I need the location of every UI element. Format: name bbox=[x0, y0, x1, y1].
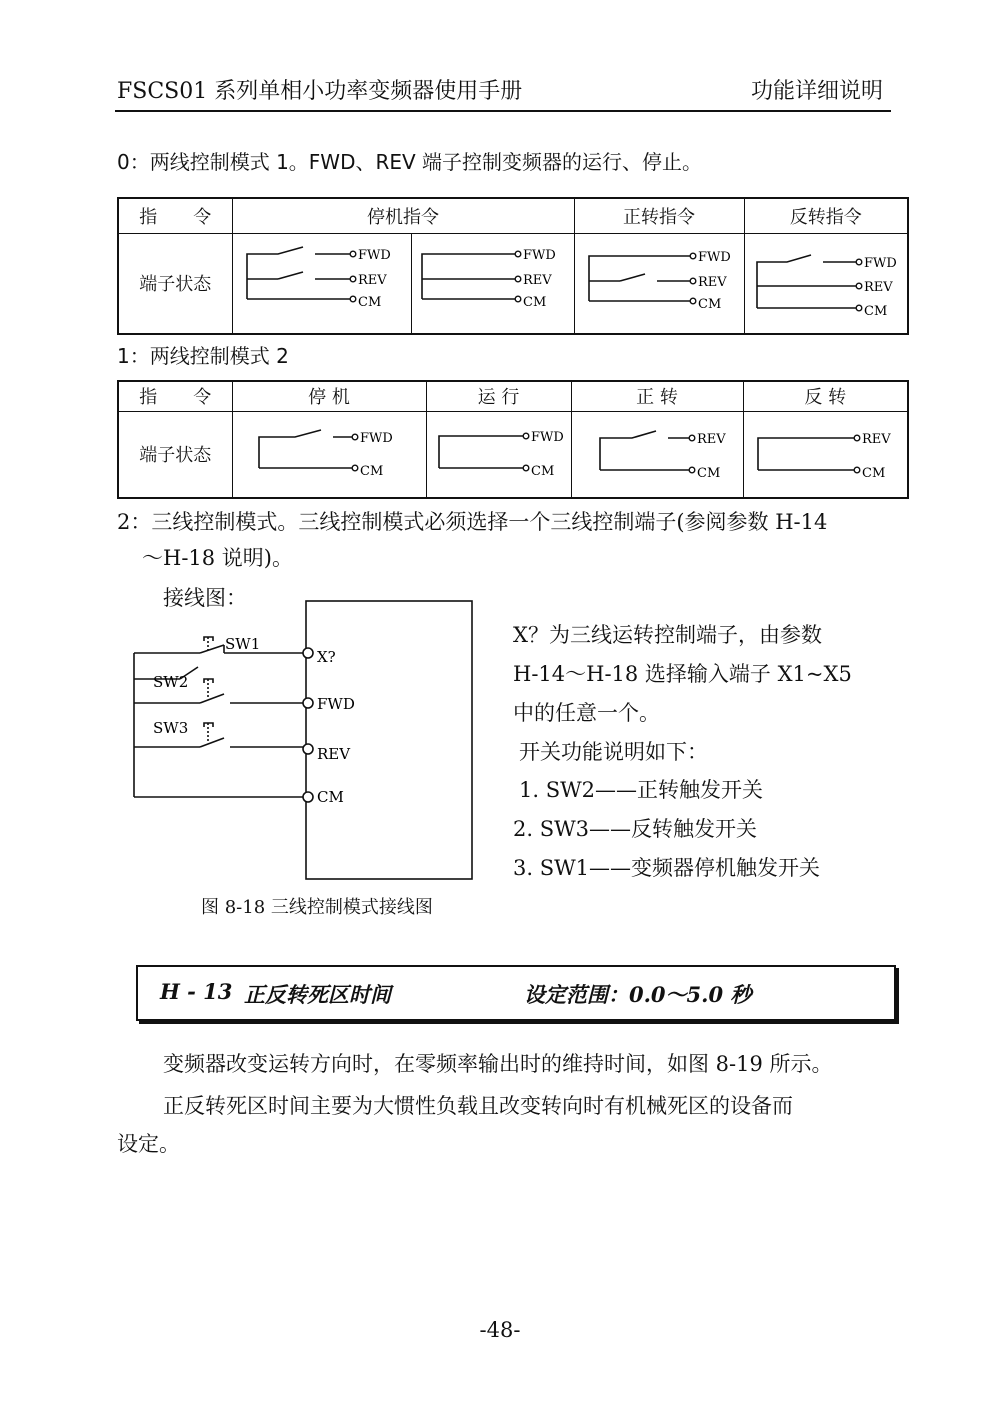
mode1-col-stop: 停 机 bbox=[232, 381, 426, 411]
header-rule bbox=[115, 110, 891, 112]
mode1-fwd-diagram bbox=[571, 411, 743, 498]
term-fwd: FWD bbox=[357, 247, 391, 263]
switch-item: 3. SW1——变频器停机触发开关 bbox=[513, 856, 821, 880]
svg-text:FWD: FWD bbox=[530, 429, 564, 445]
term-cm-3w: CM bbox=[317, 788, 344, 806]
switch-item: 1. SW2——正转触发开关 bbox=[519, 778, 764, 802]
term-fwd-3w: FWD bbox=[317, 695, 355, 713]
term-rev-3w: REV bbox=[317, 745, 351, 763]
mode1-col-run: 运 行 bbox=[426, 381, 571, 411]
mode0-stop-a-diagram bbox=[232, 233, 411, 334]
svg-text:FWD: FWD bbox=[863, 255, 897, 271]
svg-text:REV: REV bbox=[697, 274, 727, 290]
header-title: FSCS01 系列单相小功率变频器使用手册 bbox=[117, 79, 523, 104]
header-section: 功能详细说明 bbox=[750, 79, 883, 104]
three-wire-diagram bbox=[120, 595, 490, 885]
switch-item: 2. SW3——反转触发开关 bbox=[513, 817, 758, 841]
sw3-label: SW3 bbox=[153, 719, 189, 737]
mode0-row-label: 端子状态 bbox=[118, 233, 232, 334]
mode1-row-label: 端子状态 bbox=[118, 411, 232, 498]
mode0-col-instruction: 指 令 bbox=[118, 198, 232, 233]
param-range: 设定范围：0.0～5.0 秒 bbox=[524, 982, 752, 1007]
mode0-col-rev: 反转指令 bbox=[744, 198, 908, 233]
body-para1: 变频器改变运转方向时，在零频率输出时的维持时间，如图 8-19 所示。 bbox=[163, 1052, 833, 1076]
mode0-col-fwd: 正转指令 bbox=[574, 198, 744, 233]
mode0-rev-diagram bbox=[744, 233, 908, 334]
svg-text:REV: REV bbox=[522, 272, 552, 288]
term-cm: CM bbox=[357, 294, 381, 310]
desc-line2: H-14～H-18 选择输入端子 X1~X5 bbox=[513, 662, 852, 686]
svg-text:FWD: FWD bbox=[522, 247, 556, 263]
wiring-label: 接线图： bbox=[163, 586, 247, 610]
svg-text:CM: CM bbox=[359, 463, 383, 479]
svg-text:CM: CM bbox=[696, 465, 720, 481]
mode0-stop-b-diagram bbox=[411, 233, 574, 334]
svg-text:CM: CM bbox=[697, 296, 721, 312]
desc-line1: X？为三线运转控制端子，由参数 bbox=[513, 623, 822, 647]
term-x: X? bbox=[317, 648, 336, 666]
svg-text:CM: CM bbox=[522, 294, 546, 310]
figure-caption: 图 8-18 三线控制模式接线图 bbox=[201, 897, 433, 918]
svg-text:FWD: FWD bbox=[697, 249, 731, 265]
param-code: H - 13 bbox=[160, 979, 233, 1004]
sw1-label: SW1 bbox=[225, 635, 261, 653]
mode1-heading: 1：两线控制模式 2 bbox=[117, 344, 289, 368]
svg-text:FWD: FWD bbox=[359, 430, 393, 446]
mode1-col-rev: 反 转 bbox=[743, 381, 908, 411]
svg-text:CM: CM bbox=[863, 303, 887, 319]
svg-text:CM: CM bbox=[530, 463, 554, 479]
svg-text:REV: REV bbox=[696, 431, 726, 447]
mode0-fwd-diagram bbox=[574, 233, 744, 334]
mode0-table bbox=[117, 197, 909, 335]
mode2-line2: ～H-18 说明)。 bbox=[142, 546, 293, 570]
sw2-label: SW2 bbox=[153, 673, 189, 691]
switch-intro: 开关功能说明如下： bbox=[519, 740, 708, 764]
mode0-heading: 0：两线控制模式 1。FWD、REV 端子控制变频器的运行、停止。 bbox=[117, 150, 703, 174]
desc-line3: 中的任意一个。 bbox=[513, 701, 660, 725]
mode0-col-stop: 停机指令 bbox=[232, 198, 574, 233]
param-name: 正反转死区时间 bbox=[244, 982, 391, 1007]
mode1-stop-diagram bbox=[232, 411, 426, 498]
svg-text:CM: CM bbox=[861, 465, 885, 481]
body-para2-line2: 设定。 bbox=[117, 1132, 180, 1156]
term-rev: REV bbox=[357, 272, 387, 288]
body-para2-line1: 正反转死区时间主要为大惯性负载且改变转向时有机械死区的设备而 bbox=[163, 1094, 793, 1118]
svg-text:REV: REV bbox=[863, 279, 893, 295]
page-number: -48- bbox=[479, 1318, 521, 1342]
mode1-col-instruction: 指 令 bbox=[118, 381, 232, 411]
mode1-rev-diagram bbox=[743, 411, 908, 498]
param-h13-box bbox=[136, 965, 896, 1021]
mode1-run-diagram bbox=[426, 411, 571, 498]
mode1-col-fwd: 正 转 bbox=[571, 381, 743, 411]
mode1-table bbox=[117, 380, 909, 499]
mode2-line1: 2：三线控制模式。三线控制模式必须选择一个三线控制端子(参阅参数 H-14 bbox=[117, 510, 828, 534]
svg-text:REV: REV bbox=[861, 431, 891, 447]
